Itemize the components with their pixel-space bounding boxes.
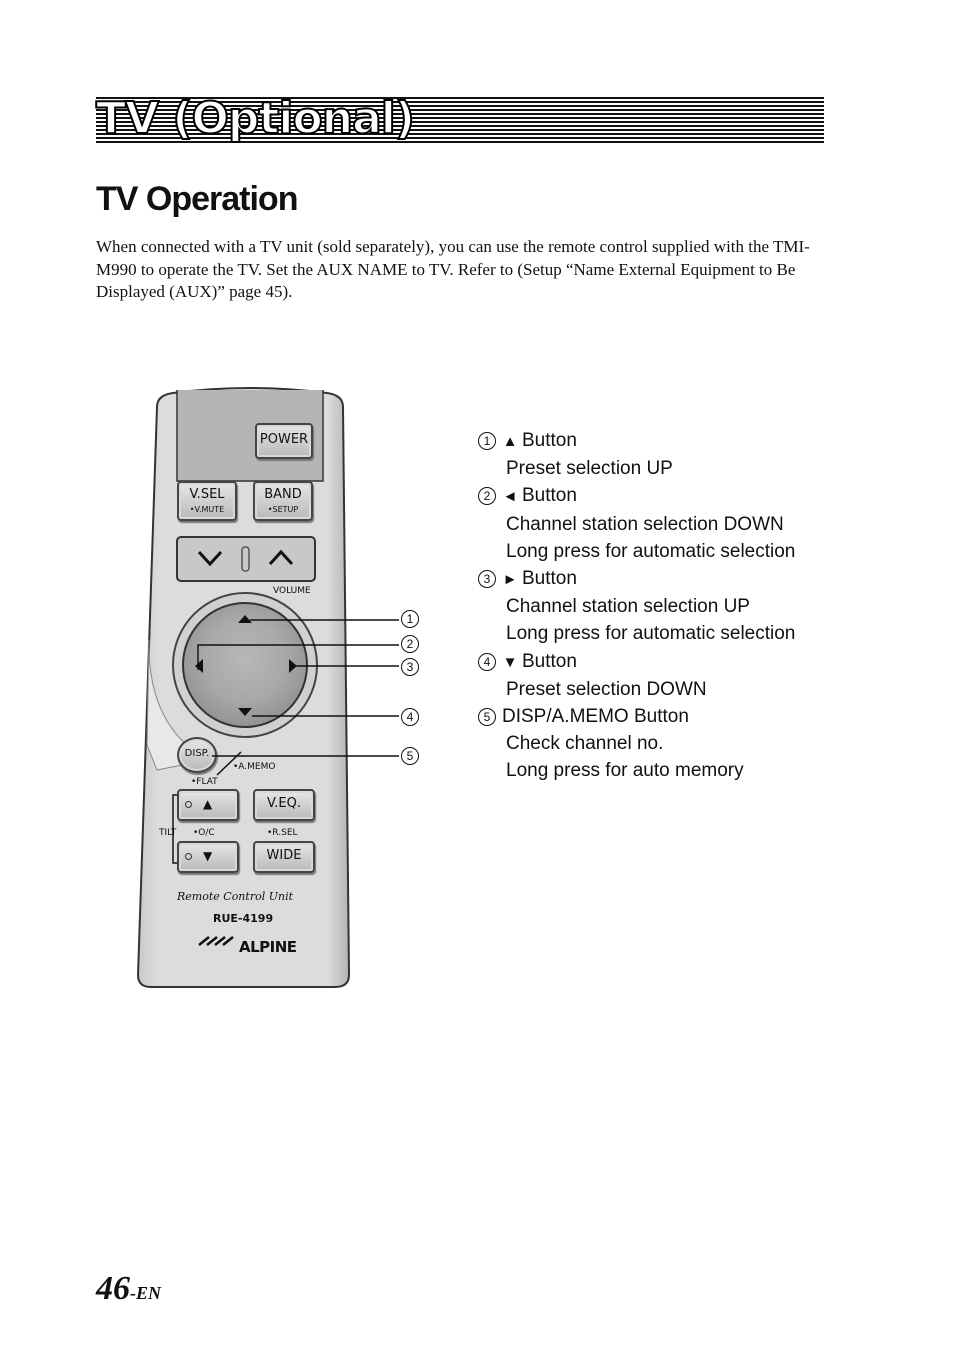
- left-triangle-icon: ◄: [502, 488, 518, 506]
- page-number: 46-EN: [96, 1270, 161, 1307]
- right-triangle-icon: ►: [502, 571, 518, 589]
- list-item: 4 ▼ Button Preset selection DOWN: [478, 648, 858, 703]
- vmute-label: •V.MUTE: [189, 505, 225, 514]
- unit-label: Remote Control Unit: [177, 890, 294, 903]
- callout-2: 2: [401, 633, 419, 653]
- vsel-label: V.SEL: [189, 487, 225, 502]
- amemo-label: •A.MEMO: [233, 762, 276, 772]
- callout-3: 3: [401, 656, 419, 676]
- list-item: 3 ► Button Channel station selection UP Long press for automatic selection: [478, 565, 858, 648]
- wide-button: WIDE: [253, 841, 315, 873]
- up-triangle-icon: ▲: [502, 433, 518, 450]
- rsel-label: •R.SEL: [267, 828, 298, 838]
- setup-label: •SETUP: [267, 505, 299, 514]
- veq-button: V.EQ.: [253, 789, 315, 821]
- brand-logo: ALPINE: [239, 938, 297, 956]
- list-item: 2 ◄ Button Channel station selection DOWN Long press for automatic selection: [478, 482, 858, 565]
- up-triangle-icon: ▲: [203, 797, 213, 811]
- volume-label: VOLUME: [273, 586, 311, 596]
- section-title: TV Operation: [96, 180, 298, 218]
- oc-label: •O/C: [193, 828, 215, 838]
- callout-4: 4: [401, 706, 419, 726]
- chapter-title: TV (Optional): [96, 93, 414, 144]
- tilt-label: TILT: [159, 828, 177, 838]
- down-triangle-icon: ▼: [502, 653, 518, 671]
- list-item: 5 DISP/A.MEMO Button Check channel no. Long press for auto memory: [478, 703, 858, 785]
- callout-5: 5: [401, 745, 419, 765]
- band-label: BAND: [264, 487, 302, 502]
- power-button: POWER: [255, 423, 313, 459]
- flat-label: •FLAT: [191, 777, 218, 787]
- button-description-list: [478, 427, 858, 785]
- model-label: RUE-4199: [213, 912, 274, 925]
- down-triangle-icon: ▼: [203, 849, 213, 863]
- disp-button: DISP.: [177, 737, 217, 773]
- callout-1: 1: [401, 608, 419, 628]
- list-item: 1 ▲ Button Preset selection UP: [478, 427, 858, 482]
- intro-paragraph: When connected with a TV unit (sold separately), you can use the remote control supplied with the TMI-M990 to operate the TV. Set the AUX NAME to TV. Refer to (Setup “Name External Equipment to Be Displayed (AUX)” page 45).: [96, 237, 810, 301]
